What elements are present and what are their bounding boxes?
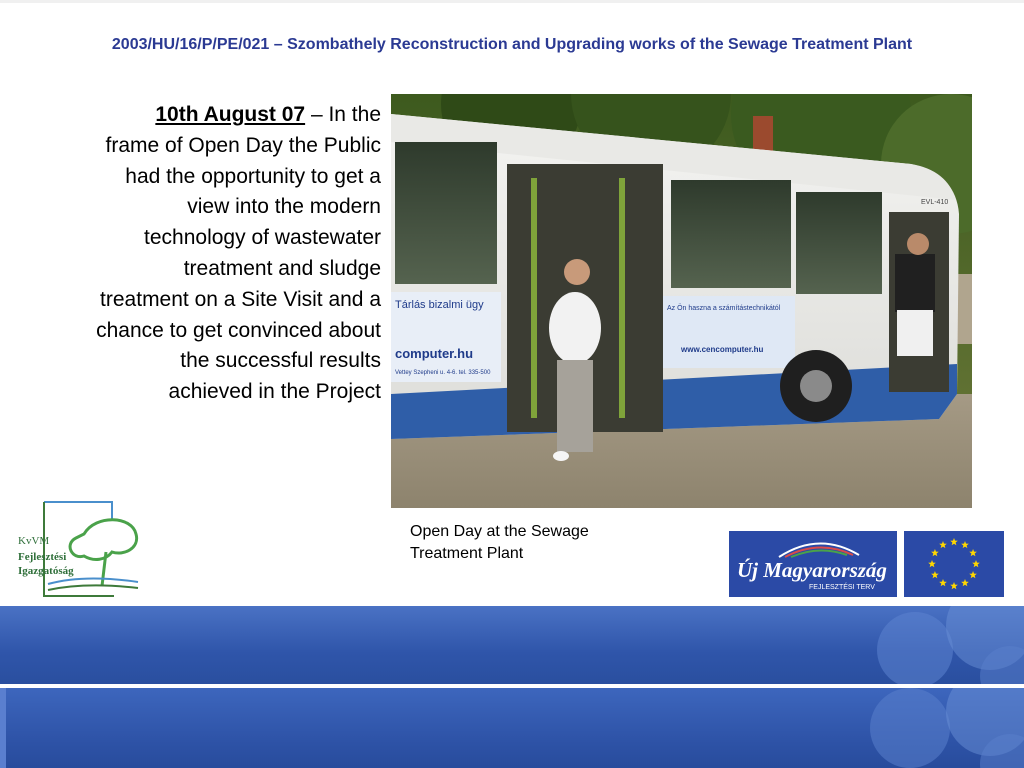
kvvm-text-2: Fejlesztési: [18, 551, 67, 563]
decorative-circle: [877, 612, 953, 684]
star-icon: [950, 582, 958, 589]
ad-left-text: Tárlás bizalmi ügy: [395, 299, 484, 311]
eu-flag: [904, 531, 1004, 597]
bus-window: [671, 180, 791, 288]
uj-main-text: Új Magyarország: [737, 558, 887, 582]
kvvm-text-3: Igazgatóság: [18, 565, 74, 577]
photo-caption: Open Day at the Sewage Treatment Plant: [410, 523, 589, 562]
person-rear-shorts: [897, 310, 933, 356]
star-icon: [961, 579, 969, 586]
wave-line: [48, 578, 138, 584]
ad-left-domain: computer.hu: [395, 346, 474, 361]
bus-photo: [391, 94, 972, 508]
kvvm-text-1: KvVM: [18, 535, 50, 547]
decorative-circle: [870, 688, 950, 768]
star-icon: [939, 579, 947, 586]
ad-right-text: Az Ön hasznа a számítástechnikától: [667, 305, 781, 312]
star-icon: [931, 549, 939, 556]
tree-icon: [70, 520, 137, 560]
person-torso: [549, 292, 601, 364]
body-paragraph: – In the frame of Open Day the Public had the opportunity to get a view into the modern technology of wastewater treatment and sludge treatment on a Site Visit and a chance to get convinced about the successful results achieved in the Project: [96, 103, 381, 404]
bus-wheel-hub: [800, 370, 832, 402]
bus-window: [395, 142, 497, 284]
ad-left-address: Vettey Szepheni u. 4-6. tel. 335-500: [395, 370, 491, 376]
person-rear-shirt: [895, 254, 935, 312]
footer-band-bottom: [0, 688, 1024, 768]
person-legs: [557, 360, 593, 452]
body-text: [96, 100, 381, 408]
bus-number: EVL-410: [921, 199, 949, 206]
star-icon: [939, 541, 947, 548]
star-icon: [931, 571, 939, 578]
body-date: 10th August 07: [155, 103, 306, 126]
wave-line: [48, 585, 138, 590]
bus-door-rail: [619, 178, 625, 418]
person-head: [564, 259, 590, 285]
footer-band-top: [0, 606, 1024, 684]
kvvm-logo: [14, 500, 144, 600]
top-border: [0, 0, 1024, 3]
logo-frame: [44, 502, 112, 520]
slide-title: 2003/HU/16/P/PE/021 – Szombathely Reconstruction and Upgrading works of the Sewage Treatment Plant: [111, 36, 913, 53]
ad-right-domain: www.cencomputer.hu: [681, 345, 764, 354]
star-icon: [972, 560, 980, 567]
star-icon: [950, 538, 958, 545]
star-icon: [969, 549, 977, 556]
star-icon: [961, 541, 969, 548]
person-shoe: [553, 451, 569, 461]
bus-door-rail: [531, 178, 537, 418]
person-rear-head: [907, 233, 929, 255]
bus-window: [796, 192, 882, 294]
star-icon: [928, 560, 936, 567]
uj-sub-text: FEJLESZTÉSI TERV: [809, 584, 875, 591]
uj-magyarorszag-logo: [729, 531, 897, 597]
star-icon: [969, 571, 977, 578]
footer-edge: [0, 688, 6, 768]
chimney: [753, 116, 773, 152]
